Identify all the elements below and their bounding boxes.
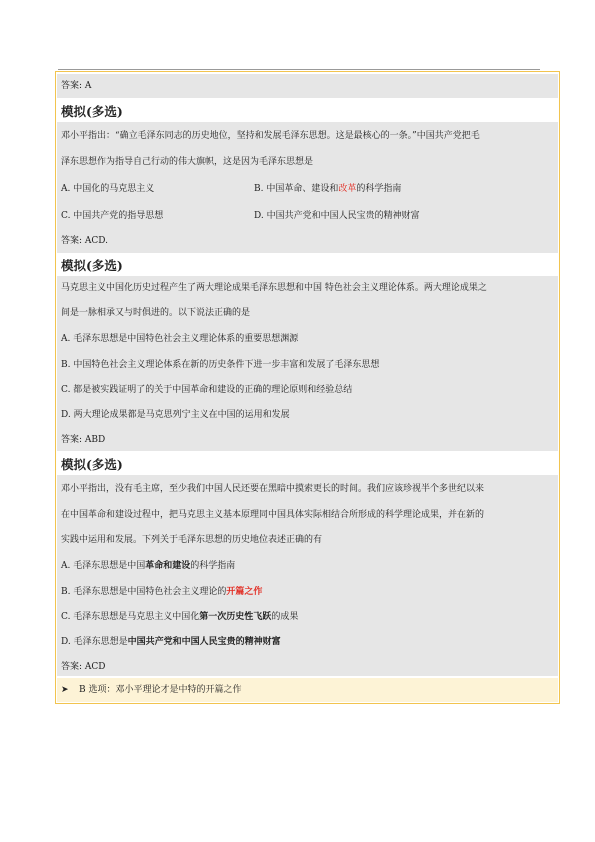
arrow-icon: ➤ bbox=[61, 685, 69, 695]
stem-line: 邓小平指出：“确立毛泽东同志的历史地位，坚持和发展毛泽东思想。这是最核心的一条。”中国共产党把毛 bbox=[61, 131, 480, 141]
stem-line: 间是一脉相承又与时俱进的。以下说法正确的是 bbox=[61, 308, 251, 318]
answer-text: 答案: A bbox=[61, 81, 92, 91]
stem-line: 在中国革命和建设过程中，把马克思主义基本原理同中国具体实际相结合所形成的科学理论成果，并在新的 bbox=[61, 510, 485, 520]
option-b: B. 毛泽东思想是中国特色社会主义理论的开篇之作 bbox=[61, 587, 263, 597]
option-d: D. 两大理论成果都是马克思列宁主义在中国的运用和发展 bbox=[61, 410, 290, 420]
question-heading-3 bbox=[57, 455, 558, 475]
content-frame bbox=[55, 71, 560, 704]
question-body-1 bbox=[57, 122, 558, 253]
option-c: C. 毛泽东思想是马克思主义中国化第一次历史性飞跃的成果 bbox=[61, 612, 299, 622]
answer-block-prev bbox=[57, 74, 558, 98]
question-body-3 bbox=[57, 475, 558, 676]
answer-text: 答案: ACD bbox=[61, 662, 106, 672]
question-body-2 bbox=[57, 276, 558, 451]
stem-line: 邓小平指出，没有毛主席，至少我们中国人民还要在黑暗中摸索更长的时间。我们应该珍视半个多世纪以来 bbox=[61, 484, 485, 494]
stem-line: 实践中运用和发展。下列关于毛泽东思想的历史地位表述正确的有 bbox=[61, 535, 323, 545]
option-d: D. 毛泽东思想是中国共产党和中国人民宝贵的精神财富 bbox=[61, 637, 281, 647]
note-text: B 选项：邓小平理论才是中特的开篇之作 bbox=[79, 685, 242, 695]
emphasis-text: 中国共产党和中国人民宝贵的精神财富 bbox=[127, 637, 281, 647]
option-c: C. 都是被实践证明了的关于中国革命和建设的正确的理论原则和经验总结 bbox=[61, 385, 353, 395]
heading-text: 模拟(多选) bbox=[61, 457, 123, 472]
answer-text: 答案: ACD. bbox=[61, 236, 109, 246]
heading-text: 模拟(多选) bbox=[61, 258, 123, 273]
heading-text: 模拟(多选) bbox=[61, 104, 123, 119]
option-a: A. 毛泽东思想是中国特色社会主义理论体系的重要思想渊源 bbox=[61, 334, 299, 344]
emphasis-text: 第一次历史性飞跃 bbox=[199, 612, 272, 622]
page-header-rule bbox=[58, 69, 540, 70]
question-heading-1 bbox=[57, 102, 558, 122]
option-b: B. 中国特色社会主义理论体系在新的历史条件下进一步丰富和发展了毛泽东思想 bbox=[61, 360, 380, 370]
stem-line: 泽东思想作为指导自己行动的伟大旗帜，这是因为毛泽东思想是 bbox=[61, 157, 314, 167]
option-a: A. 中国化的马克思主义 bbox=[61, 184, 155, 194]
highlight-text: 改革 bbox=[338, 184, 357, 194]
note-block bbox=[57, 678, 558, 702]
option-a: A. 毛泽东思想是中国革命和建设的科学指南 bbox=[61, 561, 236, 571]
stem-line: 马克思主义中国化历史过程产生了两大理论成果毛泽东思想和中国 特色社会主义理论体系。两大理论成果之 bbox=[61, 283, 487, 293]
emphasis-text: 革命和建设 bbox=[145, 561, 191, 571]
question-heading-2 bbox=[57, 256, 558, 276]
option-b: B. 中国革命、建设和改革的科学指南 bbox=[254, 184, 402, 194]
highlight-text: 开篇之作 bbox=[226, 587, 263, 597]
answer-text: 答案: ABD bbox=[61, 435, 106, 445]
option-c: C. 中国共产党的指导思想 bbox=[61, 211, 164, 221]
option-d: D. 中国共产党和中国人民宝贵的精神财富 bbox=[254, 211, 420, 221]
